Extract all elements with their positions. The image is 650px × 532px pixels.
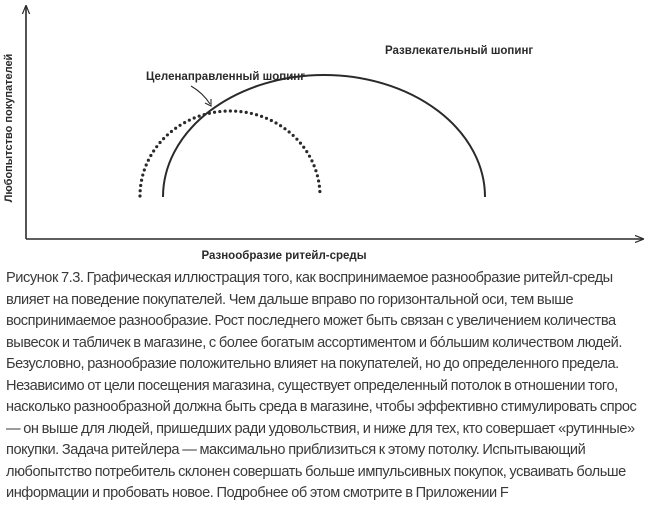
goal-directed-shopping-curve [140,111,320,196]
goal-directed-pointer-arrow [191,86,210,104]
y-axis-label: Любопытство покупателей [3,53,15,203]
goal-directed-shopping-label: Целенаправленный шопинг [146,71,306,83]
figure-caption [6,268,646,505]
caption-text: Графическая иллюстрация того, как воспринимаемое разнообразие ритейл-среды влияет на поведение покупателей. Чем дальше вправо по горизонтальной оси, тем выше воспринимаемое разнообразие. Рост последнего может быть связан с увеличением количества вывесок и табличек в магазине, с более богатым ассортиментом и бóльшим количеством людей. Безусловно, разнообразие положительно влияет на покупателей, но до определенного предела. Независимо от цели посещения магазина, существует определенный потолок в отношении того, насколько разнообразной должна быть среда в магазине, чтобы эффективно стимулировать спрос — он выше для людей, пришедших ради удовольствия, и ниже для тех, кто совершает «рутинные» покупки. Задача ритейлера — максимально приблизиться к этому потолку. Испытывающий любопытство потребитель склонен совершать больше импульсивных покупок, усваивать больше информации и пробовать новое. Подробнее об этом смотрите в Приложении F [6,270,637,501]
x-axis-label: Разнообразие ритейл-среды [201,250,367,262]
caption-label: Рисунок 7.3. [6,270,84,286]
goal-directed-pointer-arrowhead [205,99,211,106]
entertainment-shopping-label: Развлекательный шопинг [385,45,534,57]
entertainment-shopping-curve [163,75,485,197]
